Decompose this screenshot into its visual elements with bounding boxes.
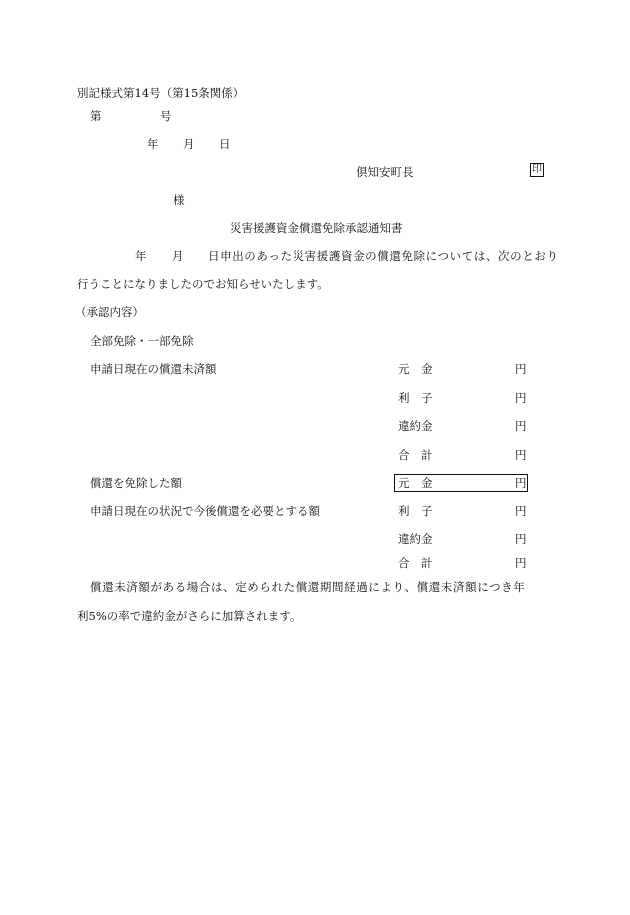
recipient-suffix: 様 — [173, 193, 185, 207]
exemption-type: 全部免除・一部免除 — [90, 334, 194, 348]
date-year: 年 — [147, 137, 159, 151]
row-unit: 円 — [515, 504, 527, 518]
row-item: 違約金 — [398, 532, 433, 546]
number-suffix: 号 — [160, 109, 172, 123]
row-item: 合 計 — [398, 556, 433, 570]
form-id: 別記様式第14号（第15条関係） — [77, 86, 245, 100]
row-label: 償還を免除した額 — [90, 476, 182, 490]
row-unit: 円 — [515, 532, 527, 546]
number-prefix: 第 — [90, 109, 102, 123]
sender: 倶知安町長 — [356, 165, 414, 179]
date-day: 日 — [219, 137, 231, 151]
row-item: 合 計 — [398, 448, 433, 462]
row-unit: 円 — [515, 362, 527, 376]
row-item: 利 子 — [398, 504, 433, 518]
note-line-1: 償還未済額がある場合は、定められた償還期間経過により、償還未済額につき年 — [90, 580, 526, 594]
document-title: 災害援護資金償還免除承認通知書 — [230, 221, 403, 235]
section-label: （承認内容） — [75, 305, 144, 319]
row-unit: 円 — [515, 476, 527, 490]
intro-month: 月 — [172, 249, 184, 263]
intro-year: 年 — [135, 249, 147, 263]
intro-line-1: 日申出のあった災害援護資金の償還免除については、次のとおり — [208, 249, 559, 263]
row-item: 元 金 — [398, 362, 433, 376]
row-item: 違約金 — [398, 419, 433, 433]
row-unit: 円 — [515, 391, 527, 405]
intro-line-2: 行うことになりましたのでお知らせいたします。 — [77, 277, 329, 291]
note-line-2: 利5%の率で違約金がさらに加算されます。 — [77, 609, 302, 623]
row-label: 申請日現在の償還未済額 — [90, 362, 217, 376]
row-item: 元 金 — [398, 476, 433, 490]
row-label: 申請日現在の状況で今後償還を必要とする額 — [90, 504, 320, 518]
row-unit: 円 — [515, 448, 527, 462]
row-item: 利 子 — [398, 391, 433, 405]
seal-mark: 印 — [532, 164, 542, 175]
row-unit: 円 — [515, 419, 527, 433]
date-month: 月 — [183, 137, 195, 151]
row-unit: 円 — [515, 556, 527, 570]
